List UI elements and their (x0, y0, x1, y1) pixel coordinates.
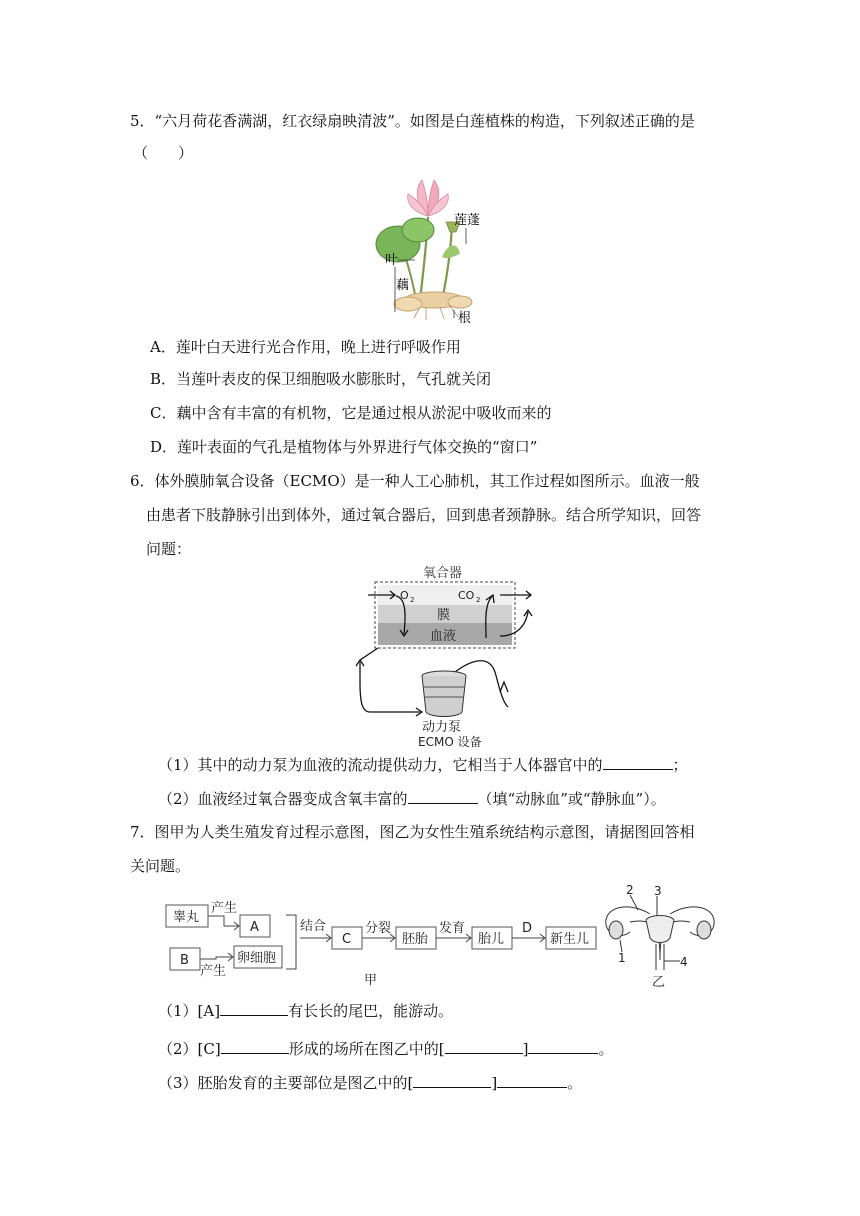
q7-sub1-blank[interactable] (220, 1000, 288, 1016)
label-ye: 叶 (385, 253, 399, 268)
q5-stem-line1: 5．“六月荷花香满湖，红衣绿扇映清波”。如图是白莲植株的构造，下列叙述正确的是 (130, 112, 695, 130)
q6-sub1-end: ； (672, 756, 688, 774)
q5-answer-paren: （ ） (133, 144, 194, 162)
flow-develop: 发育 (439, 921, 466, 936)
label-o2-sub: 2 (410, 596, 415, 604)
q7-sub2-text: 形成的场所在图乙中的[ (288, 1040, 445, 1058)
q7-sub3 (158, 1072, 582, 1093)
label-blood: 血液 (430, 629, 457, 644)
label-co2-sub: 2 (476, 596, 481, 604)
label-n1: 1 (618, 951, 626, 965)
q7-sub2-blank-3[interactable] (528, 1038, 598, 1054)
q6-sub1-blank[interactable] (603, 754, 673, 770)
label-membrane: 膜 (437, 608, 451, 623)
label-o2: O (400, 589, 409, 602)
flow-newborn: 新生儿 (550, 932, 590, 947)
q6-sub2-end: （填“动脉血”或“静脉血”）。 (477, 790, 666, 808)
label-ecmo-device: ECMO 设备 (418, 735, 482, 748)
q7-sub1-prefix: （1）[A] (158, 1002, 221, 1020)
q7-sub2 (158, 1038, 613, 1059)
q7-sub2-bracket: ] (522, 1040, 529, 1058)
label-ou: 藕 (396, 278, 410, 293)
q6-sub1-text: （1）其中的动力泵为血液的流动提供动力，它相当于人体器官中的 (158, 756, 603, 774)
q7-stem-line2: 关问题。 (130, 857, 191, 875)
label-jia: 甲 (364, 973, 378, 988)
flow-embryo: 胚胎 (402, 932, 429, 947)
q5-option-b: B．当莲叶表皮的保卫细胞吸水膨胀时，气孔就关闭 (150, 370, 492, 388)
label-gen: 根 (458, 311, 472, 324)
flow-d: D (522, 921, 533, 936)
lotus-figure (370, 172, 510, 324)
q5-option-c: C．藕中含有丰富的有机物，它是通过根从淤泥中吸收而来的 (150, 404, 552, 422)
q7-sub3-blank-1[interactable] (413, 1072, 491, 1088)
flow-fetus: 胎儿 (478, 932, 505, 947)
q7-sub1 (158, 1000, 453, 1021)
flow-testis: 睾丸 (173, 910, 200, 925)
q6-sub2-text: （2）血液经过氧合器变成含氧丰富的 (158, 790, 408, 808)
flow-divide: 分裂 (365, 921, 392, 936)
pump-shape (422, 671, 466, 717)
q7-sub2-end: 。 (598, 1040, 614, 1058)
label-lianpeng: 莲蓬 (454, 213, 481, 228)
ecmo-figure (340, 562, 540, 748)
q6-sub1 (158, 754, 688, 775)
q7-sub1-text: 有长长的尾巴，能游动。 (288, 1002, 454, 1020)
flow-produce-2: 产生 (200, 964, 227, 979)
q6-sub2-blank[interactable] (408, 788, 478, 804)
label-co2: CO (458, 589, 475, 602)
q6-stem-line2: 由患者下肢静脉引出到体外，通过氧合器后，回到患者颈静脉。结合所学知识，回答 (146, 506, 702, 524)
label-n4: 4 (680, 955, 688, 969)
q7-sub2-prefix: （2）[C] (158, 1040, 221, 1058)
q7-sub2-blank-1[interactable] (221, 1038, 289, 1054)
q6-stem-line3: 问题： (146, 540, 192, 558)
q7-stem-line1: 7．图甲为人类生殖发育过程示意图，图乙为女性生殖系统结构示意图，请据图回答相 (130, 823, 695, 841)
reproduction-flow-diagram (160, 880, 720, 992)
q7-sub3-bracket: ] (491, 1074, 498, 1092)
flow-egg: 卵细胞 (237, 951, 277, 966)
flow-a: A (250, 920, 259, 935)
q6-stem-line1: 6．体外膜肺氧合设备（ECMO）是一种人工心肺机，其工作过程如图所示。血液一般 (130, 472, 700, 490)
flow-b: B (180, 953, 189, 968)
flow-combine: 结合 (300, 919, 327, 934)
label-yi: 乙 (652, 975, 666, 990)
q7-sub3-blank-2[interactable] (497, 1072, 567, 1088)
q7-sub3-end: 。 (567, 1074, 583, 1092)
flow-produce-1: 产生 (211, 901, 238, 916)
label-n2: 2 (626, 883, 634, 897)
q5-option-d: D．莲叶表面的气孔是植物体与外界进行气体交换的“窗口” (150, 438, 538, 456)
q6-sub2 (158, 788, 666, 809)
label-pump: 动力泵 (422, 720, 462, 735)
label-oxygenator: 氧合器 (423, 566, 463, 581)
label-n3: 3 (654, 884, 662, 898)
q7-sub3-text: （3）胚胎发育的主要部位是图乙中的[ (158, 1074, 414, 1092)
lotus-flower-shape (408, 180, 449, 216)
flow-c: C (342, 932, 352, 947)
q7-sub2-blank-2[interactable] (445, 1038, 523, 1054)
q5-option-a: A．莲叶白天进行光合作用，晚上进行呼吸作用 (150, 338, 461, 356)
